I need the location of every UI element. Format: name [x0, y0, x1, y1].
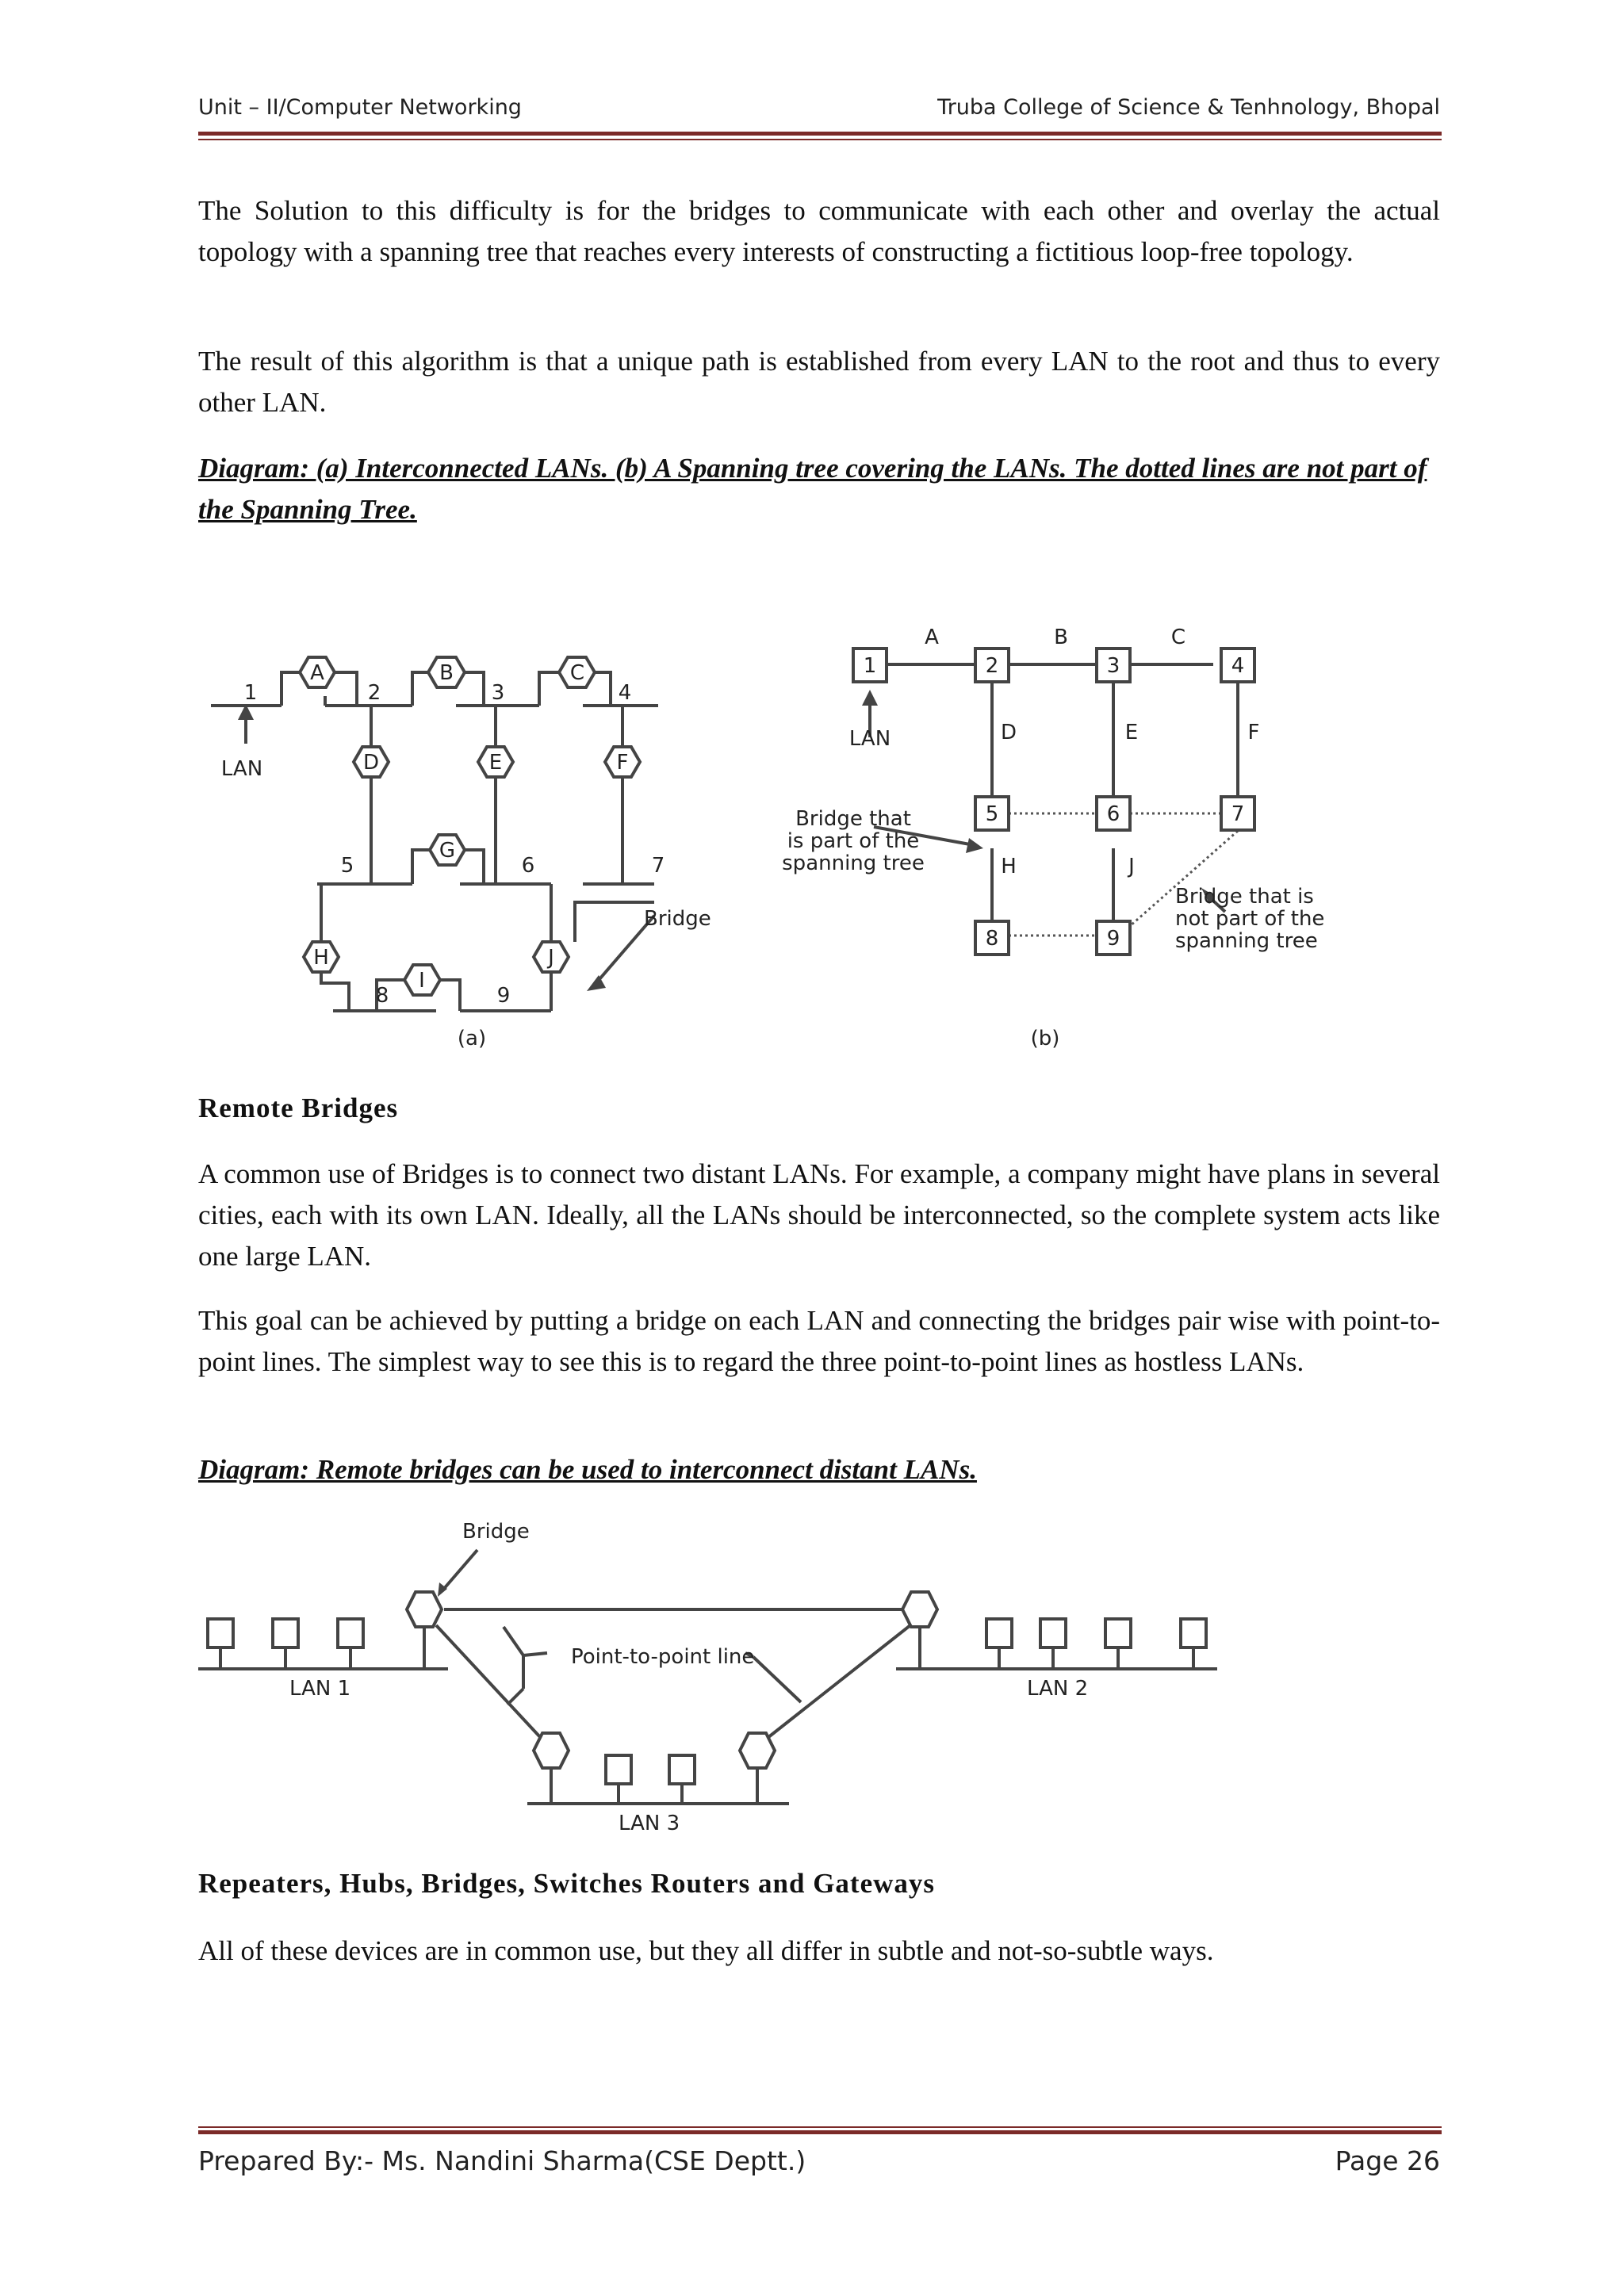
lan-box-6-label: 6: [1106, 802, 1120, 826]
lan-1-caption: LAN 1: [289, 1677, 351, 1701]
callout-in-tree-line-1: Bridge that: [795, 807, 911, 831]
remote-bridge-label: Bridge: [462, 1520, 530, 1544]
lan-7-label: 7: [651, 854, 665, 878]
bridge-letter-c: C: [1170, 626, 1186, 649]
bridge-g-label: G: [439, 839, 456, 863]
paragraph-point-to-point: This goal can be achieved by putting a bridge on each LAN and connecting the bridges pair wise with point-to-point lines. The simplest way to see this is to regard the three point-to-point lines as hostless LANs.: [198, 1305, 1440, 1377]
bridge-letter-d: D: [1000, 721, 1017, 744]
lan-3-caption: LAN 3: [619, 1812, 680, 1835]
lan-2-label: 2: [367, 681, 381, 705]
callout-in-tree-line-3: spanning tree: [782, 851, 925, 875]
figure-spanning-tree: [777, 626, 1364, 1054]
paragraph-network-devices: All of these devices are in common use, but they all differ in subtle and not-so-subtle ways.: [198, 1935, 1214, 1966]
bridge-callout-a: Bridge: [644, 907, 711, 931]
footer-rule: [198, 2130, 1442, 2134]
heading-remote-bridges: Remote Bridges: [198, 1093, 399, 1123]
lan-box-9-label: 9: [1106, 927, 1120, 951]
bridge-letter-f: F: [1247, 721, 1260, 744]
figure-remote-bridges: [198, 1506, 1229, 1839]
heading-network-devices: Repeaters, Hubs, Bridges, Switches Routers and Gateways: [198, 1868, 936, 1899]
bridge-j-label: J: [548, 946, 554, 970]
lan-4-label: 4: [618, 681, 632, 705]
lan-box-7-label: 7: [1231, 802, 1245, 826]
bridge-b-label: B: [439, 661, 454, 685]
footer-page-number: Page 26: [1335, 2145, 1440, 2176]
bridge-i-label: I: [419, 969, 425, 993]
bridge-letter-a: A: [925, 626, 939, 649]
lan-3-label: 3: [491, 681, 505, 705]
bridge-a-label: A: [310, 661, 324, 685]
lan-box-5-label: 5: [985, 802, 999, 826]
caption-remote-bridges: Diagram: Remote bridges can be used to interconnect distant LANs.: [198, 1454, 977, 1485]
paragraph-remote-bridges: A common use of Bridges is to connect two distant LANs. For example, a company might have plans in several cities, each with its own LAN. Ideally, all the LANs should be interconnected, so the complete system acts like one large LAN.: [198, 1158, 1440, 1272]
lan-5-label: 5: [340, 854, 354, 878]
lan-box-1-label: 1: [863, 654, 877, 678]
footer-rule-thin: [198, 2126, 1442, 2128]
lan-6-label: 6: [521, 854, 535, 878]
lan-caption-a: LAN: [220, 757, 263, 781]
lan-1-label: 1: [243, 681, 258, 705]
footer-prepared-by: Prepared By:- Ms. Nandini Sharma(CSE Deptt.): [198, 2145, 806, 2176]
lan-box-8-label: 8: [985, 927, 999, 951]
point-to-point-label: Point-to-point line: [571, 1645, 755, 1669]
bridge-letter-h: H: [1001, 855, 1017, 878]
lan-9-label: 9: [496, 984, 511, 1008]
header-left: Unit – II/Computer Networking: [198, 95, 522, 120]
header-rule: [198, 132, 1442, 136]
bridge-letter-j: J: [1128, 855, 1135, 878]
subcaption-b: (b): [1030, 1027, 1060, 1050]
header-rule-thin: [198, 139, 1442, 140]
bridge-d-label: D: [362, 751, 380, 775]
bridge-letter-b: B: [1054, 626, 1068, 649]
bridge-c-label: C: [569, 661, 585, 685]
bridge-e-label: E: [488, 751, 503, 775]
header-right: Truba College of Science & Tenhnology, Bhopal: [937, 95, 1440, 120]
callout-not-tree-line-1: Bridge that is: [1175, 885, 1314, 909]
bridge-f-label: F: [616, 751, 629, 775]
lan-2-caption: LAN 2: [1027, 1677, 1089, 1701]
subcaption-a: (a): [457, 1027, 487, 1050]
lan-box-2-label: 2: [985, 654, 999, 678]
figure-interconnected-lans: [198, 626, 737, 1054]
paragraph-unique-path: The result of this algorithm is that a unique path is established from every LAN to the root and thus to every other LAN.: [198, 346, 1440, 418]
caption-interconnected-lans: Diagram: (a) Interconnected LANs. (b) A Spanning tree covering the LANs. The dotted lines are not part of the Spanning Tree.: [198, 453, 1427, 525]
lan-caption-b: LAN: [848, 727, 891, 751]
callout-in-tree-line-2: is part of the: [787, 829, 920, 853]
bridge-letter-e: E: [1124, 721, 1139, 744]
paragraph-spanning-solution: The Solution to this difficulty is for the bridges to communicate with each other and overlay the actual topology with a spanning tree that reaches every interests of constructing a fictitious loop-free topology.: [198, 195, 1440, 267]
lan-box-3-label: 3: [1106, 654, 1120, 678]
lan-box-4-label: 4: [1231, 654, 1245, 678]
callout-not-tree-line-3: spanning tree: [1175, 929, 1318, 953]
callout-not-tree-line-2: not part of the: [1175, 907, 1325, 931]
lan-8-label: 8: [375, 984, 389, 1008]
bridge-h-label: H: [313, 946, 329, 970]
